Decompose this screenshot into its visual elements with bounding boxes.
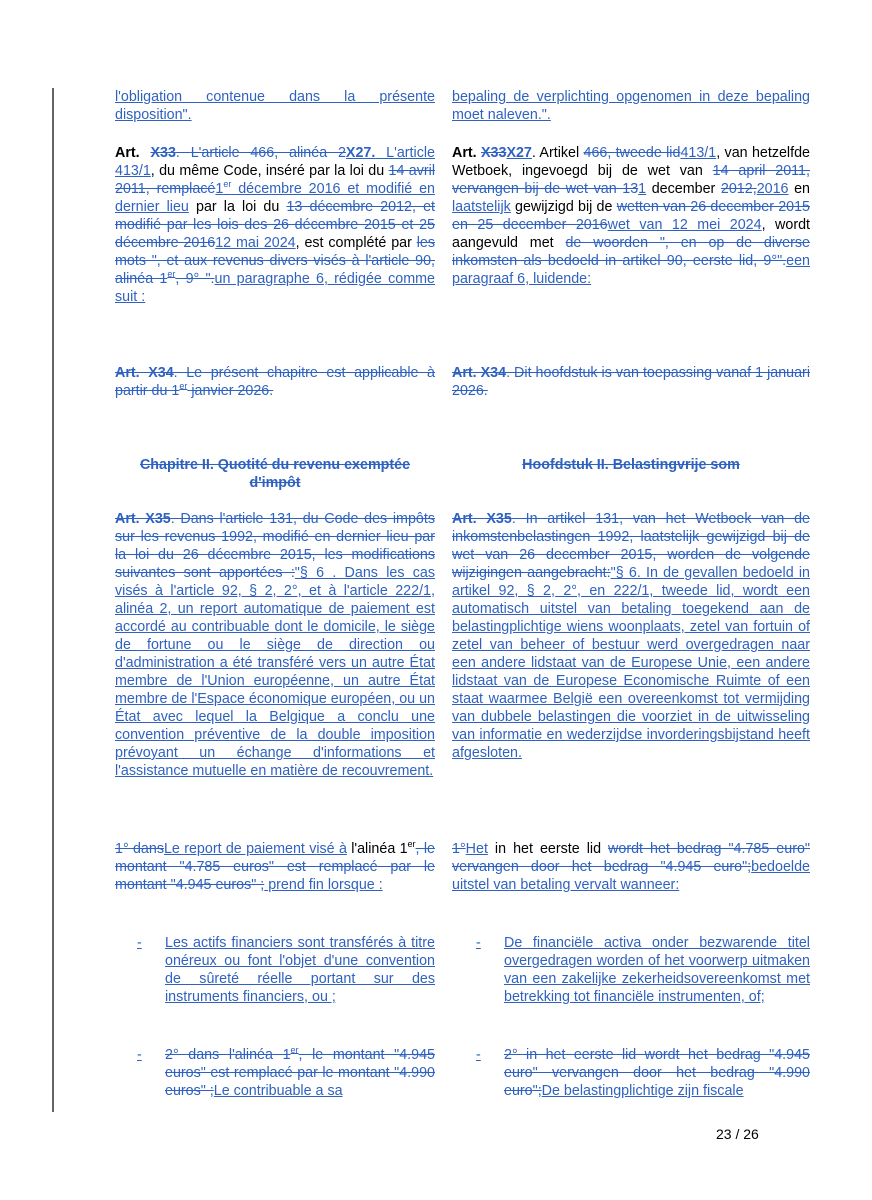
nl-intro-paragraph: bepaling de verplichting opgenomen in deze bepaling moet naleven.". (452, 89, 810, 123)
fr-chapter-heading: Chapitre II. Quotité du revenu exemptée d'impôt (139, 457, 411, 491)
fr-paragraph-1: 1° dansLe report de paiement visé à l'alinéa 1er, le montant "4.785 euros" est remplacé par le montant "4.945 euros" ; prend fin lorsque : (115, 839, 435, 893)
page-number: 23 / 26 (716, 1126, 759, 1142)
margin-change-bar (52, 88, 54, 1112)
fr-intro-paragraph: l'obligation contenue dans la présente disposition". (115, 89, 435, 123)
nl-article-x35: Art. X35. In artikel 131, van het Wetboek van de inkomstenbelastingen 1992, laatstelijk gewijzigd bij de wet van 26 december 2015, worden de volgende wijzigingen aangebracht:"§ 6. In de gevallen bedoeld in artikel 92, § 2, 2°, en 222/1, tweede lid, wordt een automatisch uitstel van betaling toegekend aan de belastingplichtige wiens woonplaats, zetel van fortuin of zetel van beheer of bestuur werd overgedragen naar een andere lidstaat van de Europese Unie, een andere lidstaat van de Europese Economische Ruimte of een staat waarmee België een overeenkomst tot vermijding van dubbele belastingen die voorziet in de uitwisseling van informatie en wederzijdse invorderingsbijstand heeft afgesloten. (452, 511, 810, 761)
nl-article-x33: Art. X33X27. Artikel 466, tweede lid413/1, van hetzelfde Wetboek, ingevoegd bij de wet van 14 april 2011, vervangen bij de wet van 131 december 2012,2016 en laatstelijk gewijzigd bij de wetten van 26 december 2015 en 25 december 2016wet van 12 mei 2024, wordt aangevuld met de woorden ", en op de diverse inkomsten als bedoeld in artikel 90, eerste lid, 9°".een paragraaf 6, luidende: (452, 145, 811, 287)
nl-paragraph-1: 1°Het in het eerste lid wordt het bedrag "4.785 euro" vervangen door het bedrag "4.945 euro";bedoelde uitstel van betaling vervalt wanneer: (452, 841, 810, 893)
nl-chapter-heading: Hoofdstuk II. Belastingvrije som (522, 457, 740, 473)
fr-article-x34: Art. X34. Le présent chapitre est applicable à partir du 1er janvier 2026. (115, 365, 435, 399)
fr-article-x33: Art. X33. L'article 466, alinéa 2X27. L'article 413/1, du même Code, inséré par la loi du 14 avril 2011, remplacé1er décembre 2016 et modifié en dernier lieu par la loi du 13 décembre 2012, et modifié par les lois des 26 décembre 2015 et 25 décembre 201612 mai 2024, est complété par les mots ", et aux revenus divers visés à l'article 90, alinéa 1er, 9° ".un paragraphe 6, rédigée comme suit : (115, 145, 436, 305)
fr-article-x35: Art. X35. Dans l'article 131, du Code des impôts sur les revenus 1992, modifié en dernier lieu par la loi du 26 décembre 2015, les modifications suivantes sont apportées :"§ 6 . Dans les cas visés à l'article 92, § 2, 2°, et à l'article 222/1, alinéa 2, un report automatique de paiement est accordé au contribuable dont le domicile, le siège de fortune ou le siège de direction ou d'administration a été transféré vers un autre État membre de l'Union européenne, un autre État membre de l'Espace économique européen, ou un État avec lequel la Belgique a conclu une convention préventive de la double imposition prévoyant un échange d'informations et l'assistance mutuelle en matière de recouvrement. (115, 511, 435, 779)
nl-article-x34: Art. X34. Dit hoofdstuk is van toepassing vanaf 1 januari 2026. (452, 365, 810, 399)
